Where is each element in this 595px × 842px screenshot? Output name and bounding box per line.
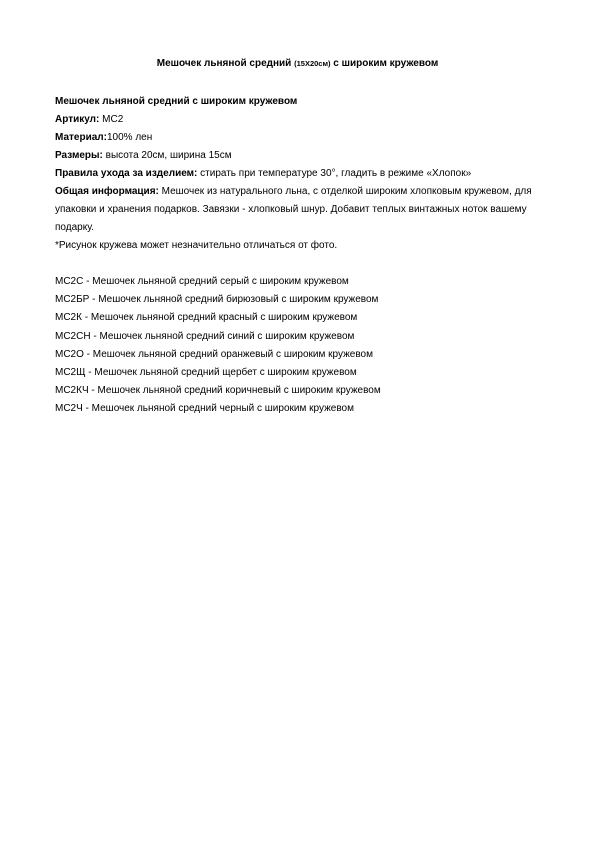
article-line [55, 111, 535, 129]
material-value: 100% лен [106, 132, 153, 143]
variant-item: МС2С - Мешочек льняной средний серый с широким кружевом [55, 276, 349, 287]
document-body [55, 93, 535, 419]
title-part-2: с широким кружевом [330, 58, 439, 69]
care-label: Правила ухода за изделием: [55, 168, 198, 179]
title-size: (15Х20см) [294, 59, 331, 68]
variant-item: МС2КЧ - Мешочек льняной средний коричневый с широким кружевом [55, 385, 381, 397]
general-info [55, 183, 535, 237]
variant-item: МС2СН - Мешочек льняной средний синий с широким кружевом [55, 330, 355, 342]
article-label: Артикул: [55, 114, 100, 125]
material-label: Материал: [55, 132, 107, 143]
sizes-line [55, 147, 535, 165]
document-title [0, 57, 595, 71]
sizes-value: высота 20см, ширина 15см [102, 150, 232, 161]
variant-item: МС2БР - Мешочек льняной средний бирюзовый с широким кружевом [55, 294, 379, 306]
sizes-label: Размеры: [55, 150, 103, 161]
title-part-1: Мешочек льняной средний [156, 58, 295, 69]
general-value: Мешочек из натурального льна, с отделкой широким хлопковым кружевом, для упаковки и хранения подарков. Завязки - хлопковый шнур. Добавит теплых винтажных ноток вашему подарку. [55, 186, 532, 233]
section-spacer [55, 255, 535, 273]
variant-list [55, 273, 535, 419]
variant-item: МС2К - Мешочек льняной средний красный с широким кружевом [55, 312, 358, 324]
article-value: МС2 [99, 114, 124, 125]
care-line [55, 165, 535, 183]
lace-note: *Рисунок кружева может незначительно отличаться от фото. [55, 240, 338, 251]
variant-item: МС2Ч - Мешочек льняной средний черный с широким кружевом [55, 403, 354, 415]
care-value: стирать при температуре 30°, гладить в режиме «Хлопок» [197, 168, 472, 179]
variant-item: МС2Щ - Мешочек льняной средний щербет с широким кружевом [55, 367, 357, 379]
general-label: Общая информация: [55, 186, 159, 197]
product-name: Мешочек льняной средний с широким кружевом [55, 96, 298, 107]
variant-item: МС2О - Мешочек льняной средний оранжевый с широким кружевом [55, 348, 373, 360]
material-line [55, 129, 535, 147]
